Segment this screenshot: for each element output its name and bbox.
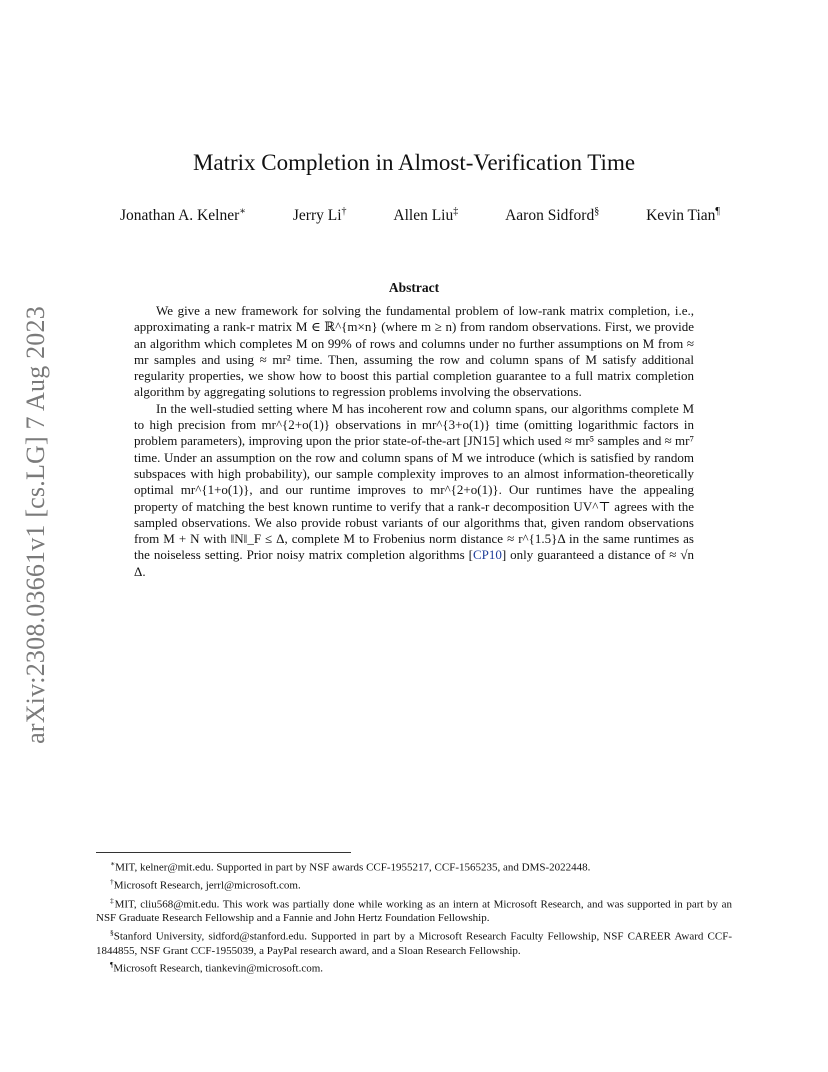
arxiv-identifier-text: arXiv:2308.03661v1 [cs.LG] 7 Aug 2023 — [21, 306, 50, 744]
author: Kevin Tian¶ — [646, 206, 720, 225]
author: Jonathan A. Kelner∗ — [120, 206, 247, 225]
abstract-heading: Abstract — [388, 280, 440, 295]
author: Aaron Sidford§ — [505, 206, 600, 225]
footnotes — [96, 857, 732, 977]
abstract-body — [134, 303, 694, 580]
footnote: ∗MIT, kelner@mit.edu. Supported in part by NSF awards CCF-1955217, CCF-1565235, and DMS-2022448. — [110, 859, 591, 874]
paper-title: Matrix Completion in Almost-Verification Time — [192, 150, 636, 175]
footnote: §Stanford University, sidford@stanford.edu. Supported in part by a Microsoft Research Faculty Fellowship, NSF CAREER Award CCF-1844855, NSF Grant CCF-1955039, a PayPal research award, and a Sloan Research Fellowship. — [96, 928, 732, 957]
author: Jerry Li† — [292, 206, 347, 225]
footnote: †Microsoft Research, jerrl@microsoft.com. — [110, 877, 301, 893]
abstract-paragraph-2: In the well-studied setting where M has incoherent row and column spans, our algorithms complete M to high precision from mr^{2+o(1)} observations in mr^{3+o(1)} time (omitting logarithmic factors in problem parameters), improving upon the prior state-of-the-art [JN15] which used ≈ mr⁵ samples and ≈ mr⁷ time. Under an assumption on the row and column spans of M we introduce (which is satisfied by random subspaces with high probability), our sample complexity improves to an almost information-theoretically optimal mr^{1+o(1)}, and our runtime improves to mr^{2+o(1)}. Our runtimes have the appealing property of matching the best known runtime to verify that a rank-r decomposition UV^⊤ agrees with the sampled observations. We also provide robust variants of our algorithms that, given random observations from M + N with ‖N‖_F ≤ Δ, complete M to Frobenius norm distance ≈ r^{1.5}Δ in the same runtimes as the noiseless setting. Prior noisy matrix completion algorithms [CP10] only guaranteed a distance of ≈ √n Δ. — [134, 400, 694, 579]
author: Allen Liu‡ — [393, 206, 459, 225]
footnote: ‡MIT, cliu568@mit.edu. This work was partially done while working as an intern at Microsoft Research, and was supported in part by an NSF Graduate Research Fellowship and a Fannie and John Hertz Foundation Fellowship. — [96, 895, 732, 925]
footnote-divider — [96, 852, 351, 853]
citation-link[interactable]: CP10 — [472, 547, 502, 563]
author-list — [120, 206, 720, 225]
abstract-paragraph-1: We give a new framework for solving the fundamental problem of low-rank matrix completion, i.e., approximating a rank-r matrix M ∈ ℝ^{m×n} (where m ≥ n) from random observations. First, we provide an algorithm which completes M on 99% of rows and columns under no further assumptions on M from ≈ mr samples and using ≈ mr² time. Then, assuming the row and column spans of M satisfy additional regularity properties, we show how to boost this partial completion guarantee to a full matrix completion algorithm by aggregating solutions to regression problems involving the observations. — [134, 303, 694, 400]
footnote: ¶Microsoft Research, tiankevin@microsoft.com. — [110, 960, 324, 976]
arxiv-identifier-stamp — [14, 290, 58, 760]
